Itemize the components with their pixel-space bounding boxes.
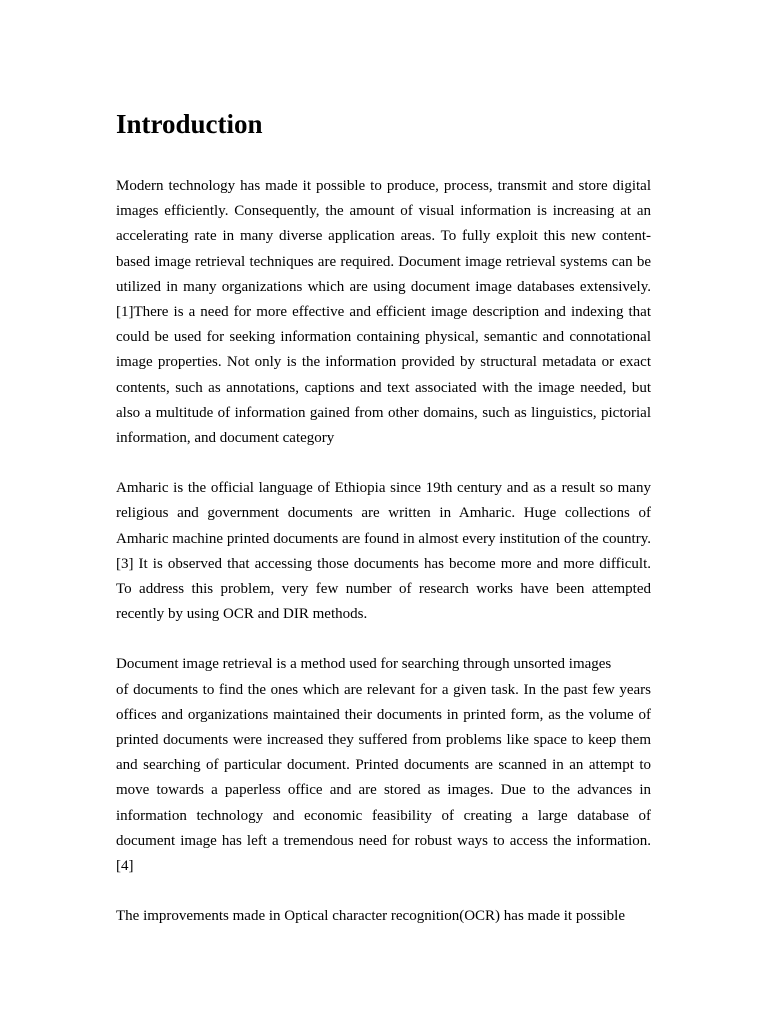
paragraph-modern-technology: Modern technology has made it possible to produce, process, transmit and store digital images efficiently. Consequently, the amount of visual information is increasing at an accelerating rate in many diverse application areas. To fully exploit this new content-based image retrieval techniques are required. Document image retrieval systems can be utilized in many organizations which are using document image databases extensively.[1]There is a need for more effective and efficient image description and indexing that could be used for seeking information containing physical, semantic and connotational image properties. Not only is the information provided by structural metadata or exact contents, such as annotations, captions and text associated with the image needed, but also a multitude of information gained from other domains, such as linguistics, pictorial information, and document category xyxy=(116,178,651,447)
document-page xyxy=(116,106,651,954)
paragraph-ocr-improvements: The improvements made in Optical character recognition(OCR) has made it possible xyxy=(116,908,626,925)
paragraph-document-image-retrieval xyxy=(116,652,651,879)
paragraph-amharic: Amharic is the official language of Ethiopia since 19th century and as a result so many religious and government documents are written in Amharic. Huge collections of Amharic machine printed documents are found in almost every institution of the country.[3] It is observed that accessing those documents has become more and more difficult. To address this problem, very few number of research works have been attempted recently by using OCR and DIR methods. xyxy=(116,480,651,623)
paragraph-body-text: of documents to find the ones which are relevant for a given task. In the past few years offices and organizations maintained their documents in printed form, as the volume of printed documents were increased they suffered from problems like space to keep them and searching of particular document. Printed documents are scanned in an attempt to move towards a paperless office and are stored as images. Due to the advances in information technology and economic feasibility of creating a large database of document image has left a tremendous need for robust ways to access the information.[4] xyxy=(116,681,651,875)
section-heading: Introduction xyxy=(116,109,263,139)
paragraph-lead-line: Document image retrieval is a method used for searching through unsorted images xyxy=(116,656,612,673)
